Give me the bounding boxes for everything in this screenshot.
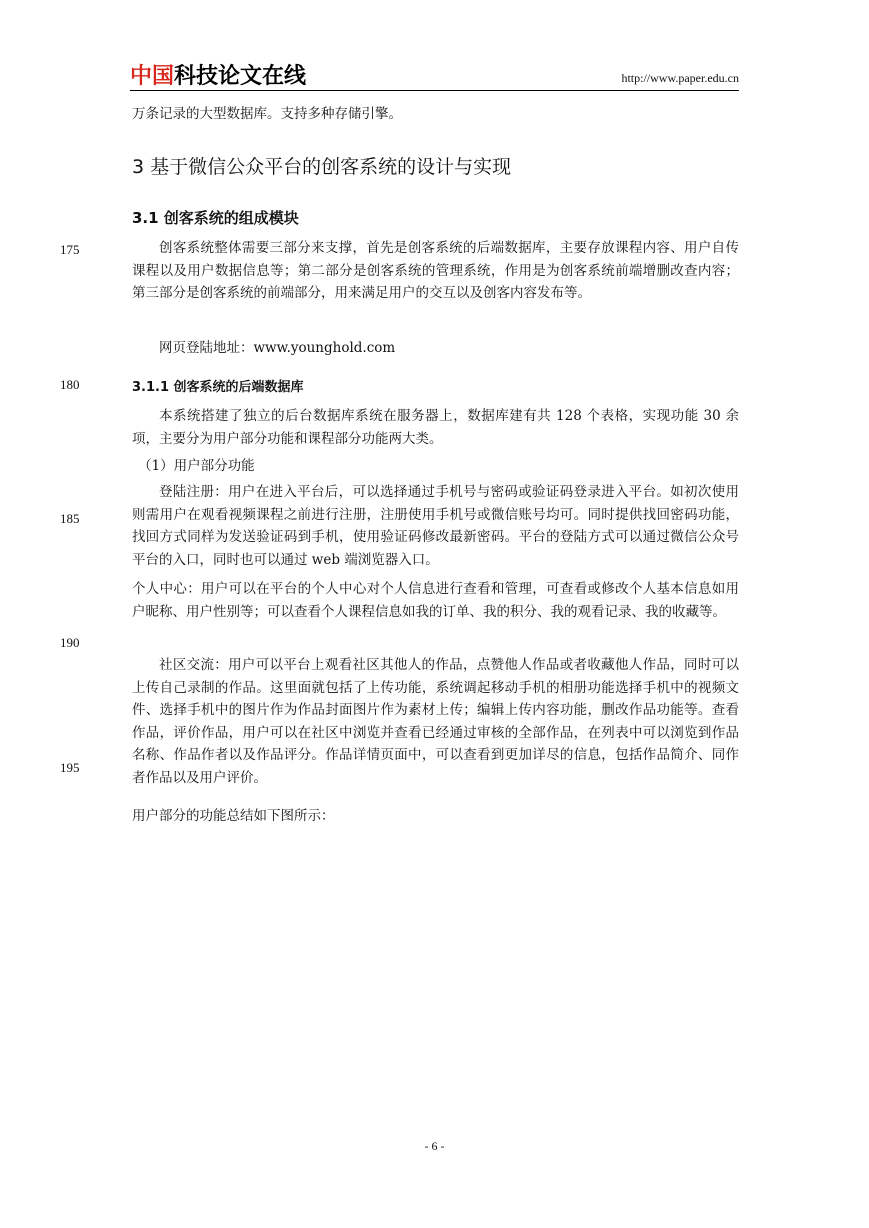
paragraph-community: 社区交流：用户可以平台上观看社区其他人的作品，点赞他人作品或者收藏他人作品，同时可以上传自己录制的作品。这里面就包括了上传功能，系统调起移动手机的相册功能选择手机中的视频文件、选择手机中的图片作为作品封面图片作为素材上传；编辑上传内容功能，删改作品功能等。查看作品，评价作品，用户可以在社区中浏览并查看已经通过审核的全部作品，在列表中可以浏览到作品名称、作品作者以及作品评分。作品详情页面中，可以查看到更加详尽的信息，包括作品简介、同作者作品以及用户评价。 (132, 657, 739, 786)
paragraph-backend-database: 本系统搭建了独立的后台数据库系统在服务器上，数据库建有共 128 个表格，实现功能 30 余项，主要分为用户部分功能和课程部分功能两大类。 (132, 408, 739, 447)
subsection-heading-3-1: 3.1 创客系统的组成模块 (132, 209, 299, 227)
page-number: - 6 - (424, 1139, 445, 1153)
subsubsection-heading-3-1-1: 3.1.1 创客系统的后端数据库 (132, 380, 304, 395)
paragraph-login-register: 登陆注册：用户在进入平台后，可以选择通过手机号与密码或验证码登录进入平台。如初次使用则需用户在观看视频课程之前进行注册，注册使用手机号或微信账号均可。同时提供找回密码功能，找回方式同样为发送验证码到手机，使用验证码修改最新密码。平台的登陆方式可以通过微信公众号平台的入口，同时也可以通过 web 端浏览器入口。 (132, 484, 739, 568)
line-number-190: 190 (60, 635, 80, 650)
paragraph-web-address: 网页登陆地址：www.younghold.com (159, 340, 396, 356)
header-divider (130, 90, 739, 91)
header-url[interactable]: http://www.paper.edu.cn (621, 71, 739, 85)
paragraph-continued: 万条记录的大型数据库。支持多种存储引擎。 (132, 106, 402, 122)
logo-black-text: 科技论文在线 (174, 64, 307, 89)
line-number-180: 180 (60, 377, 80, 392)
logo-red-text: 中国 (130, 64, 175, 89)
line-number-185: 185 (60, 511, 80, 526)
paragraph-personal-center: 个人中心：用户可以在平台的个人中心对个人信息进行查看和管理，可查看或修改个人基本信息如用户昵称、用户性别等；可以查看个人课程信息如我的订单、我的积分、我的观看记录、我的收藏等。 (132, 581, 739, 620)
line-number-175: 175 (60, 242, 80, 257)
line-number-195: 195 (60, 760, 80, 775)
section-heading-3: 3 基于微信公众平台的创客系统的设计与实现 (132, 156, 512, 178)
paragraph-user-functions-label: （1）用户部分功能 (138, 458, 255, 474)
page-header (130, 64, 739, 90)
journal-logo (130, 64, 306, 90)
paragraph-system-modules: 创客系统整体需要三部分来支撑，首先是创客系统的后端数据库，主要存放课程内容、用户自传课程以及用户数据信息等；第二部分是创客系统的管理系统，作用是为创客系统前端增删改查内容；第三部分是创客系统的前端部分，用来满足用户的交互以及创客内容发布等。 (132, 240, 739, 301)
paragraph-summary-intro: 用户部分的功能总结如下图所示： (132, 808, 335, 824)
